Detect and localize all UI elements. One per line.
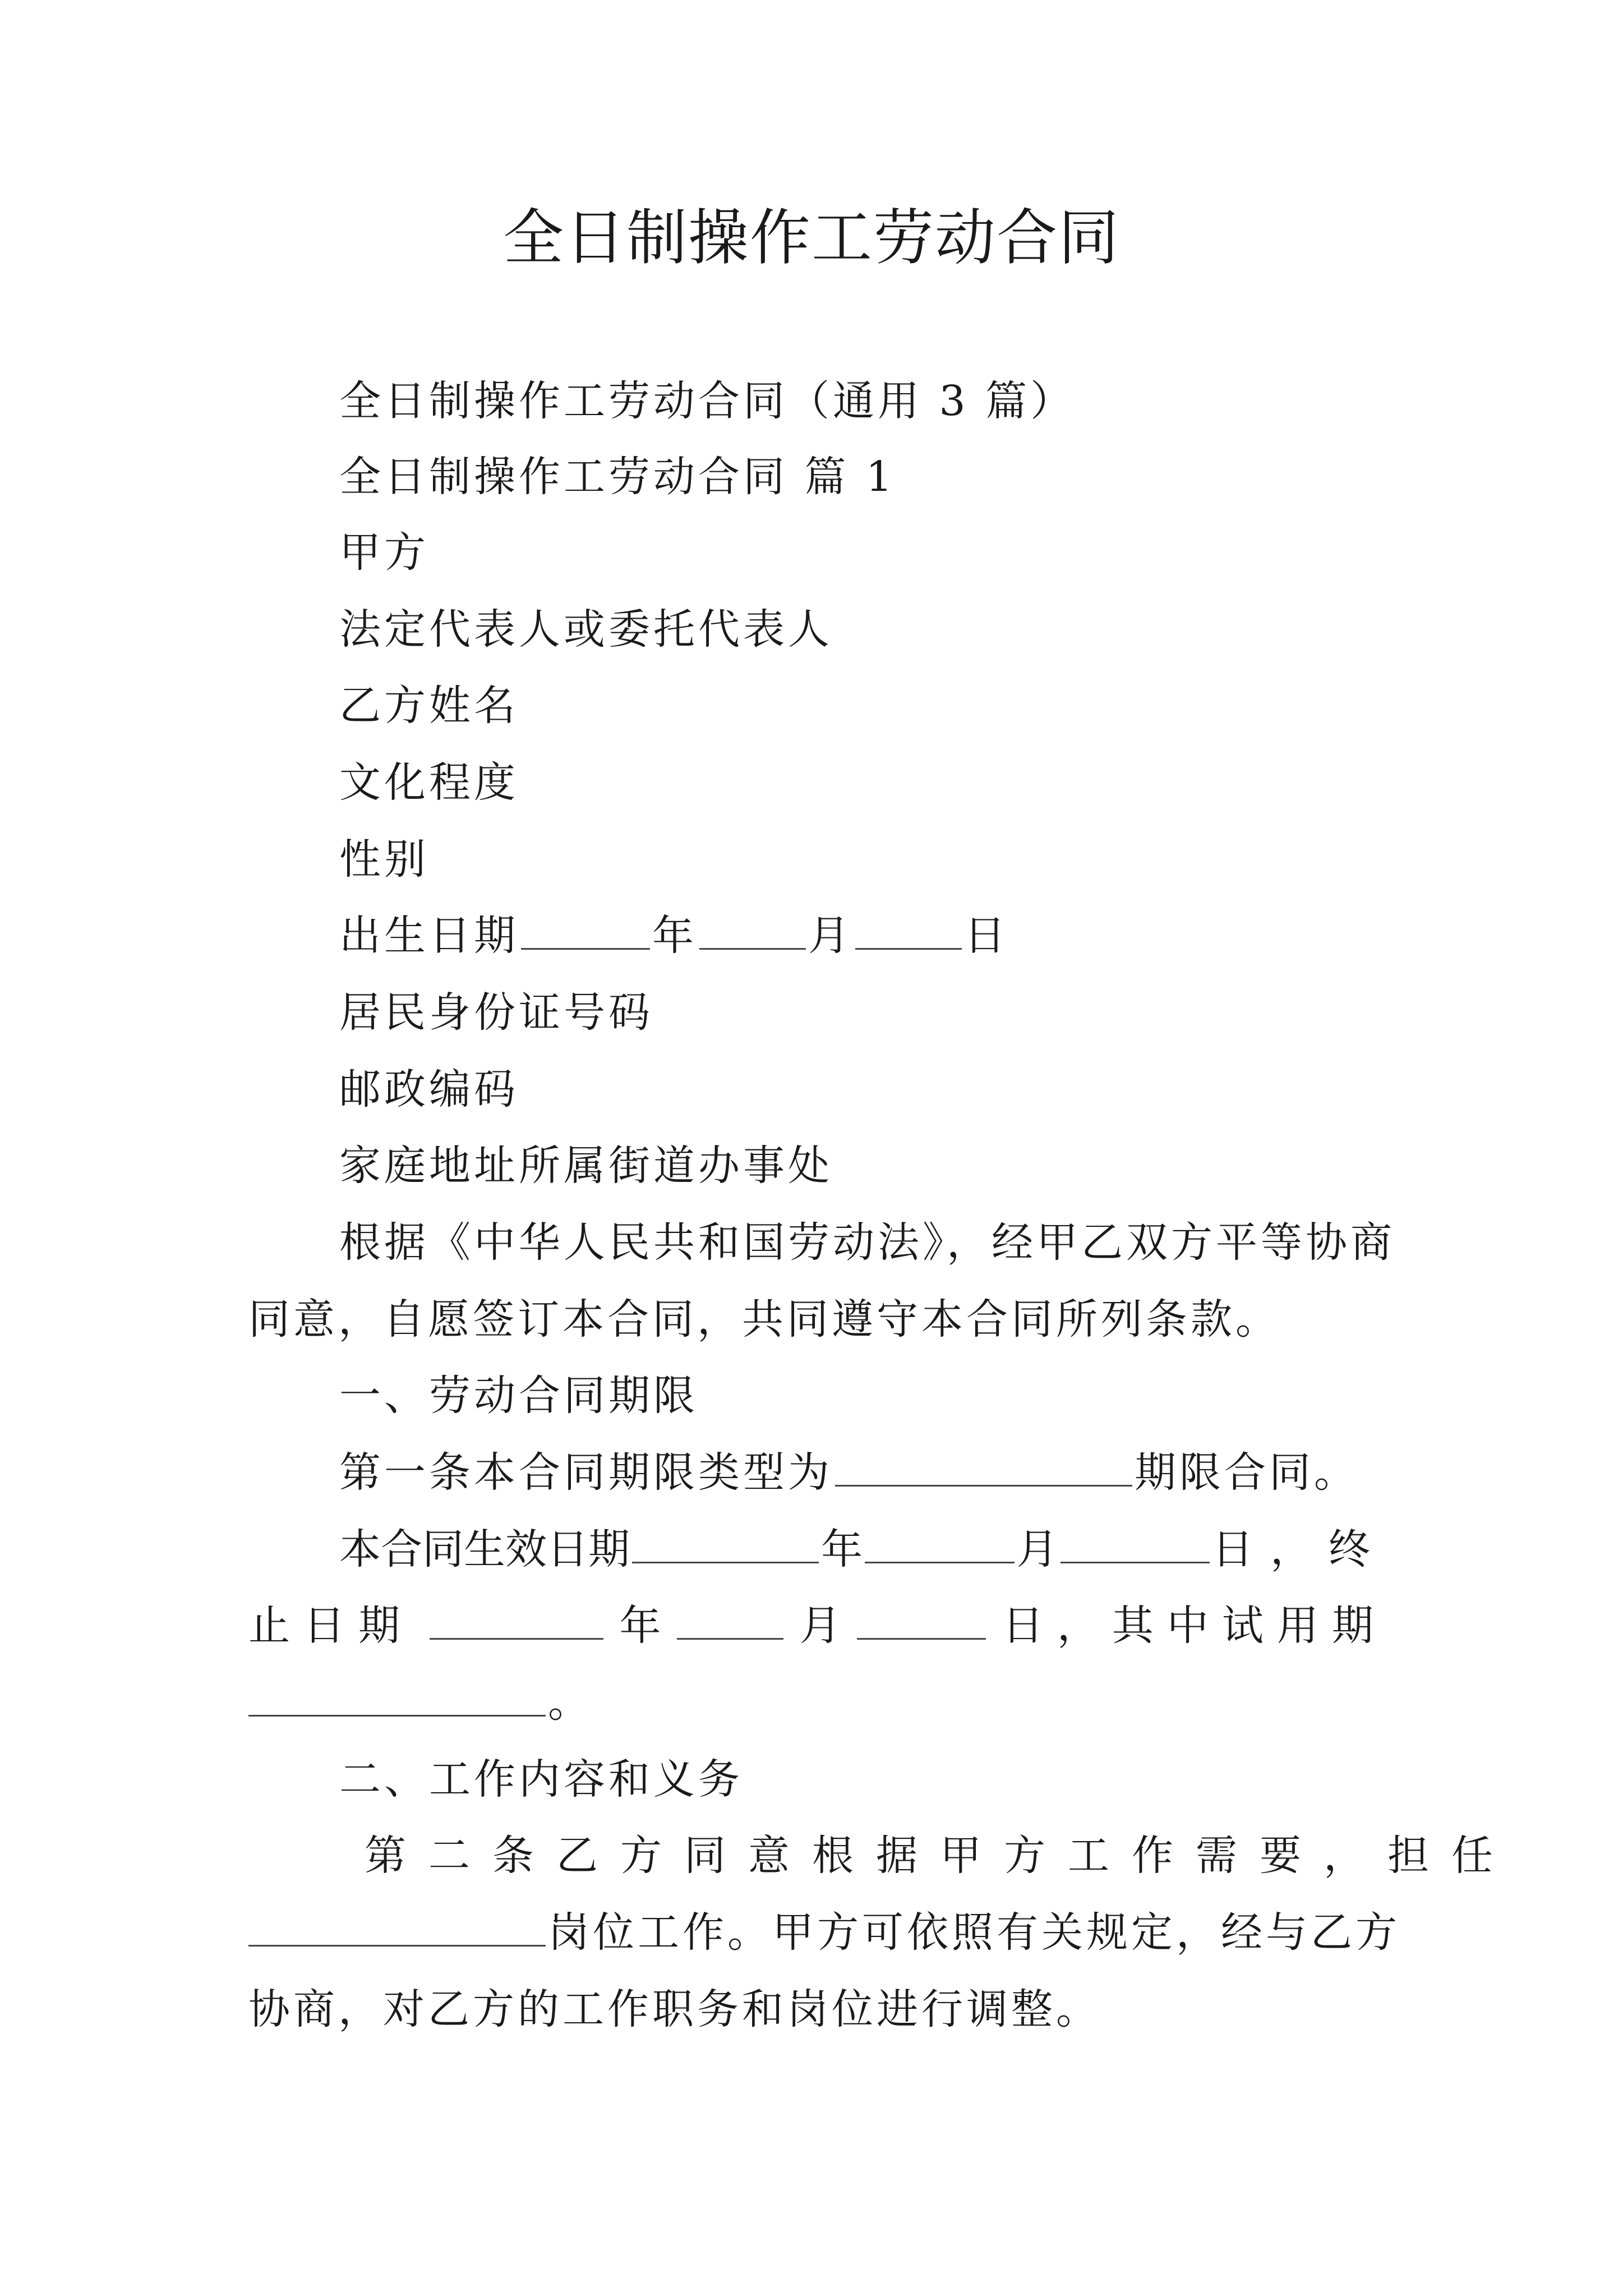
year-label: 年: [821, 1525, 863, 1573]
subtitle-line: 全日制操作工劳动合同（通用 3 篇）: [339, 377, 1076, 425]
clause-line: [339, 1444, 1359, 1501]
field-address-office: 家庭地址所属街道办事处: [339, 1142, 833, 1190]
blank-contract-type[interactable]: [835, 1446, 1132, 1487]
clause-text: 止日期: [248, 1602, 413, 1650]
blank-position[interactable]: [248, 1906, 546, 1947]
field-education: 文化程度: [339, 758, 519, 807]
clause-line: 协商，对乙方的工作职务和岗位进行调整。: [248, 1985, 1101, 2033]
document-title: 全日制操作工劳动合同: [502, 203, 1120, 273]
paragraph-line: 根据《中华人民共和国劳动法》，经甲乙双方平等协商: [339, 1218, 1395, 1267]
clause-line: [248, 1904, 1400, 1961]
blank-end-day[interactable]: [857, 1599, 986, 1640]
blank-end-year[interactable]: [430, 1599, 603, 1640]
field-party-a: 甲方: [339, 528, 429, 577]
blank-day[interactable]: [855, 909, 962, 950]
blank-probation[interactable]: [248, 1676, 546, 1717]
clause-line: 第二条乙方同意根据甲方工作需要，担任: [365, 1832, 1515, 1880]
month-label: 月: [1016, 1525, 1058, 1573]
clause-line: [248, 1598, 1387, 1654]
blank-start-month[interactable]: [865, 1522, 1014, 1563]
day-label: 日: [964, 912, 1009, 960]
clause-text: 第一条本合同期限类型为: [339, 1448, 833, 1497]
field-postal-code: 邮政编码: [339, 1065, 519, 1114]
field-id-number: 居民身份证号码: [339, 988, 653, 1037]
month-label: 月: [799, 1602, 841, 1650]
clause-text: 期限合同。: [1135, 1448, 1359, 1497]
clause-line: [339, 1521, 1387, 1577]
clause-text: 岗位工作。甲方可依照有关规定，经与乙方: [548, 1908, 1400, 1957]
year-label: 年: [619, 1602, 661, 1650]
month-label: 月: [808, 912, 853, 960]
clause-text: 本合同生效日期: [339, 1525, 630, 1573]
blank-start-year[interactable]: [632, 1522, 819, 1563]
day-label: 日，终: [1212, 1525, 1387, 1573]
blank-year[interactable]: [521, 909, 650, 950]
section-heading: 二、工作内容和义务: [339, 1755, 743, 1803]
year-label: 年: [652, 912, 697, 960]
field-legal-representative: 法定代表人或委托代表人: [339, 605, 833, 654]
blank-end-month[interactable]: [677, 1599, 783, 1640]
section-heading: 一、劳动合同期限: [339, 1372, 698, 1420]
clause-text: 。: [548, 1678, 593, 1727]
paragraph-line: 同意，自愿签订本合同，共同遵守本合同所列条款。: [248, 1295, 1280, 1343]
field-birth-date: [339, 908, 1009, 964]
field-gender: 性别: [339, 835, 429, 884]
field-party-b-name: 乙方姓名: [339, 682, 519, 730]
section-heading: 全日制操作工劳动合同 篇 1: [339, 453, 896, 501]
clause-line: [248, 1674, 593, 1731]
clause-text: 日，其中试用期: [1002, 1602, 1387, 1650]
blank-start-day[interactable]: [1061, 1522, 1210, 1563]
birth-date-label: 出生日期: [339, 912, 519, 960]
blank-month[interactable]: [699, 909, 806, 950]
